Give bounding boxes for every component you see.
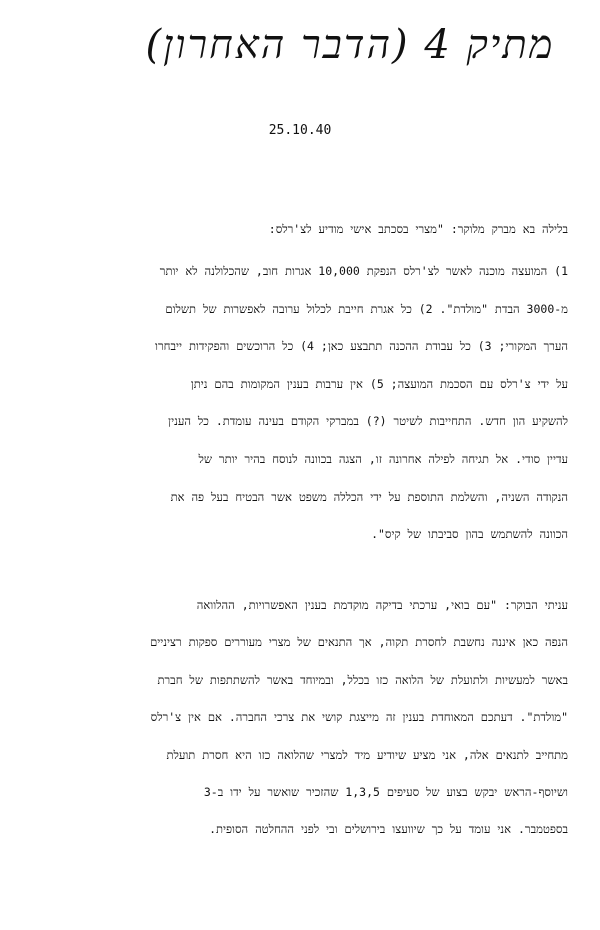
paragraph-2-line-5: מתחייב לתנאים אלה, אני מציע שיודיע מיד למצרי שהלואה כזו היא חסרת תועלת <box>166 747 568 762</box>
paragraph-2-line-3: באשר למעשיות ולתועלת של הלואה כזו בכלל, ובמיוחד באשר להשתתפות של חברת <box>157 672 568 687</box>
paragraph-1-line-6: עדיין סודי. אל תגיחה לפילה אחרונה זו, הצגה בכוונה לנוסח בהיר יותר של <box>198 451 568 466</box>
paragraph-2-line-4: "מולדת". דעתכם המאוחדת בענין זה מייצגת קושי את צרכי החברה. אם אין צ'רלס <box>150 710 568 725</box>
paragraph-1-line-8: הכוונה להשתמש בהון סביבתו של קיס". <box>371 527 568 542</box>
intro-line: בלילה בא מברק מלוקר: "מצרי בסכתב אישי מודיע לצ'רלס: <box>268 222 568 236</box>
paragraph-2-line-6: ושיוסף-הראש יבקש בצוע של סעיפים 1,3,5 שהזכיר שואשר על ידו ב-3 <box>203 784 568 799</box>
paragraph-2-line-1: עניתי הבוקר: "עם בואי, ערכתי בדיקה מוקדמת בענין האפשרויות, ההלוואה <box>196 598 568 612</box>
paragraph-1-line-3: הערך המקורי; 3) כל עבודת ההכנה תתבצע כאן; 4) כל הרוכשים והפקידות ייבחרו <box>155 339 568 354</box>
paragraph-2-line-7: בספטמבר. אני עומד על כך שיוועצו בירושלים ובי לפני ההחלטה הסופית. <box>209 822 568 837</box>
paragraph-1-line-2: מ-3000 הבדת "מולדת". 2) כל אגרת חייבת לכלול ערובה לאפשרות של תשלום <box>165 301 568 316</box>
paragraph-2-line-2: הנפה כאן איננה נחשבת לחסרת תקוה, אך התנאים של מצרי מעוררים ספקות רציניים <box>150 635 568 650</box>
handwritten-title: מתיק 4 (הדבר האחרון) <box>145 22 555 68</box>
intro-paragraph <box>43 220 568 238</box>
paragraph-1-line-1: 1) המועצה מוכנה לאשר לצ'רלס הנפקת 10,000 אגרות חוב, שהכלולנה לא יותר <box>159 264 568 278</box>
paragraph-2 <box>43 596 568 858</box>
document-date: 25.10.40 <box>268 123 332 138</box>
paragraph-1-line-7: הנקודה השניה, והשלמת התוספת על ידי הכללה משפט אשר הבטיח בעל פה את <box>170 489 568 504</box>
paragraph-1-line-4: על ידי צ'רלס עם הסכמת המועצה; 5) אין ערבות בענין המקומות בהם ניתן <box>190 376 568 391</box>
paragraph-1 <box>43 262 568 563</box>
paragraph-1-line-5: להשקיע הון חדש. התחייבות לשיטר (?) במברקי הקודם בעינה עומדת. כל הענין <box>168 414 568 429</box>
